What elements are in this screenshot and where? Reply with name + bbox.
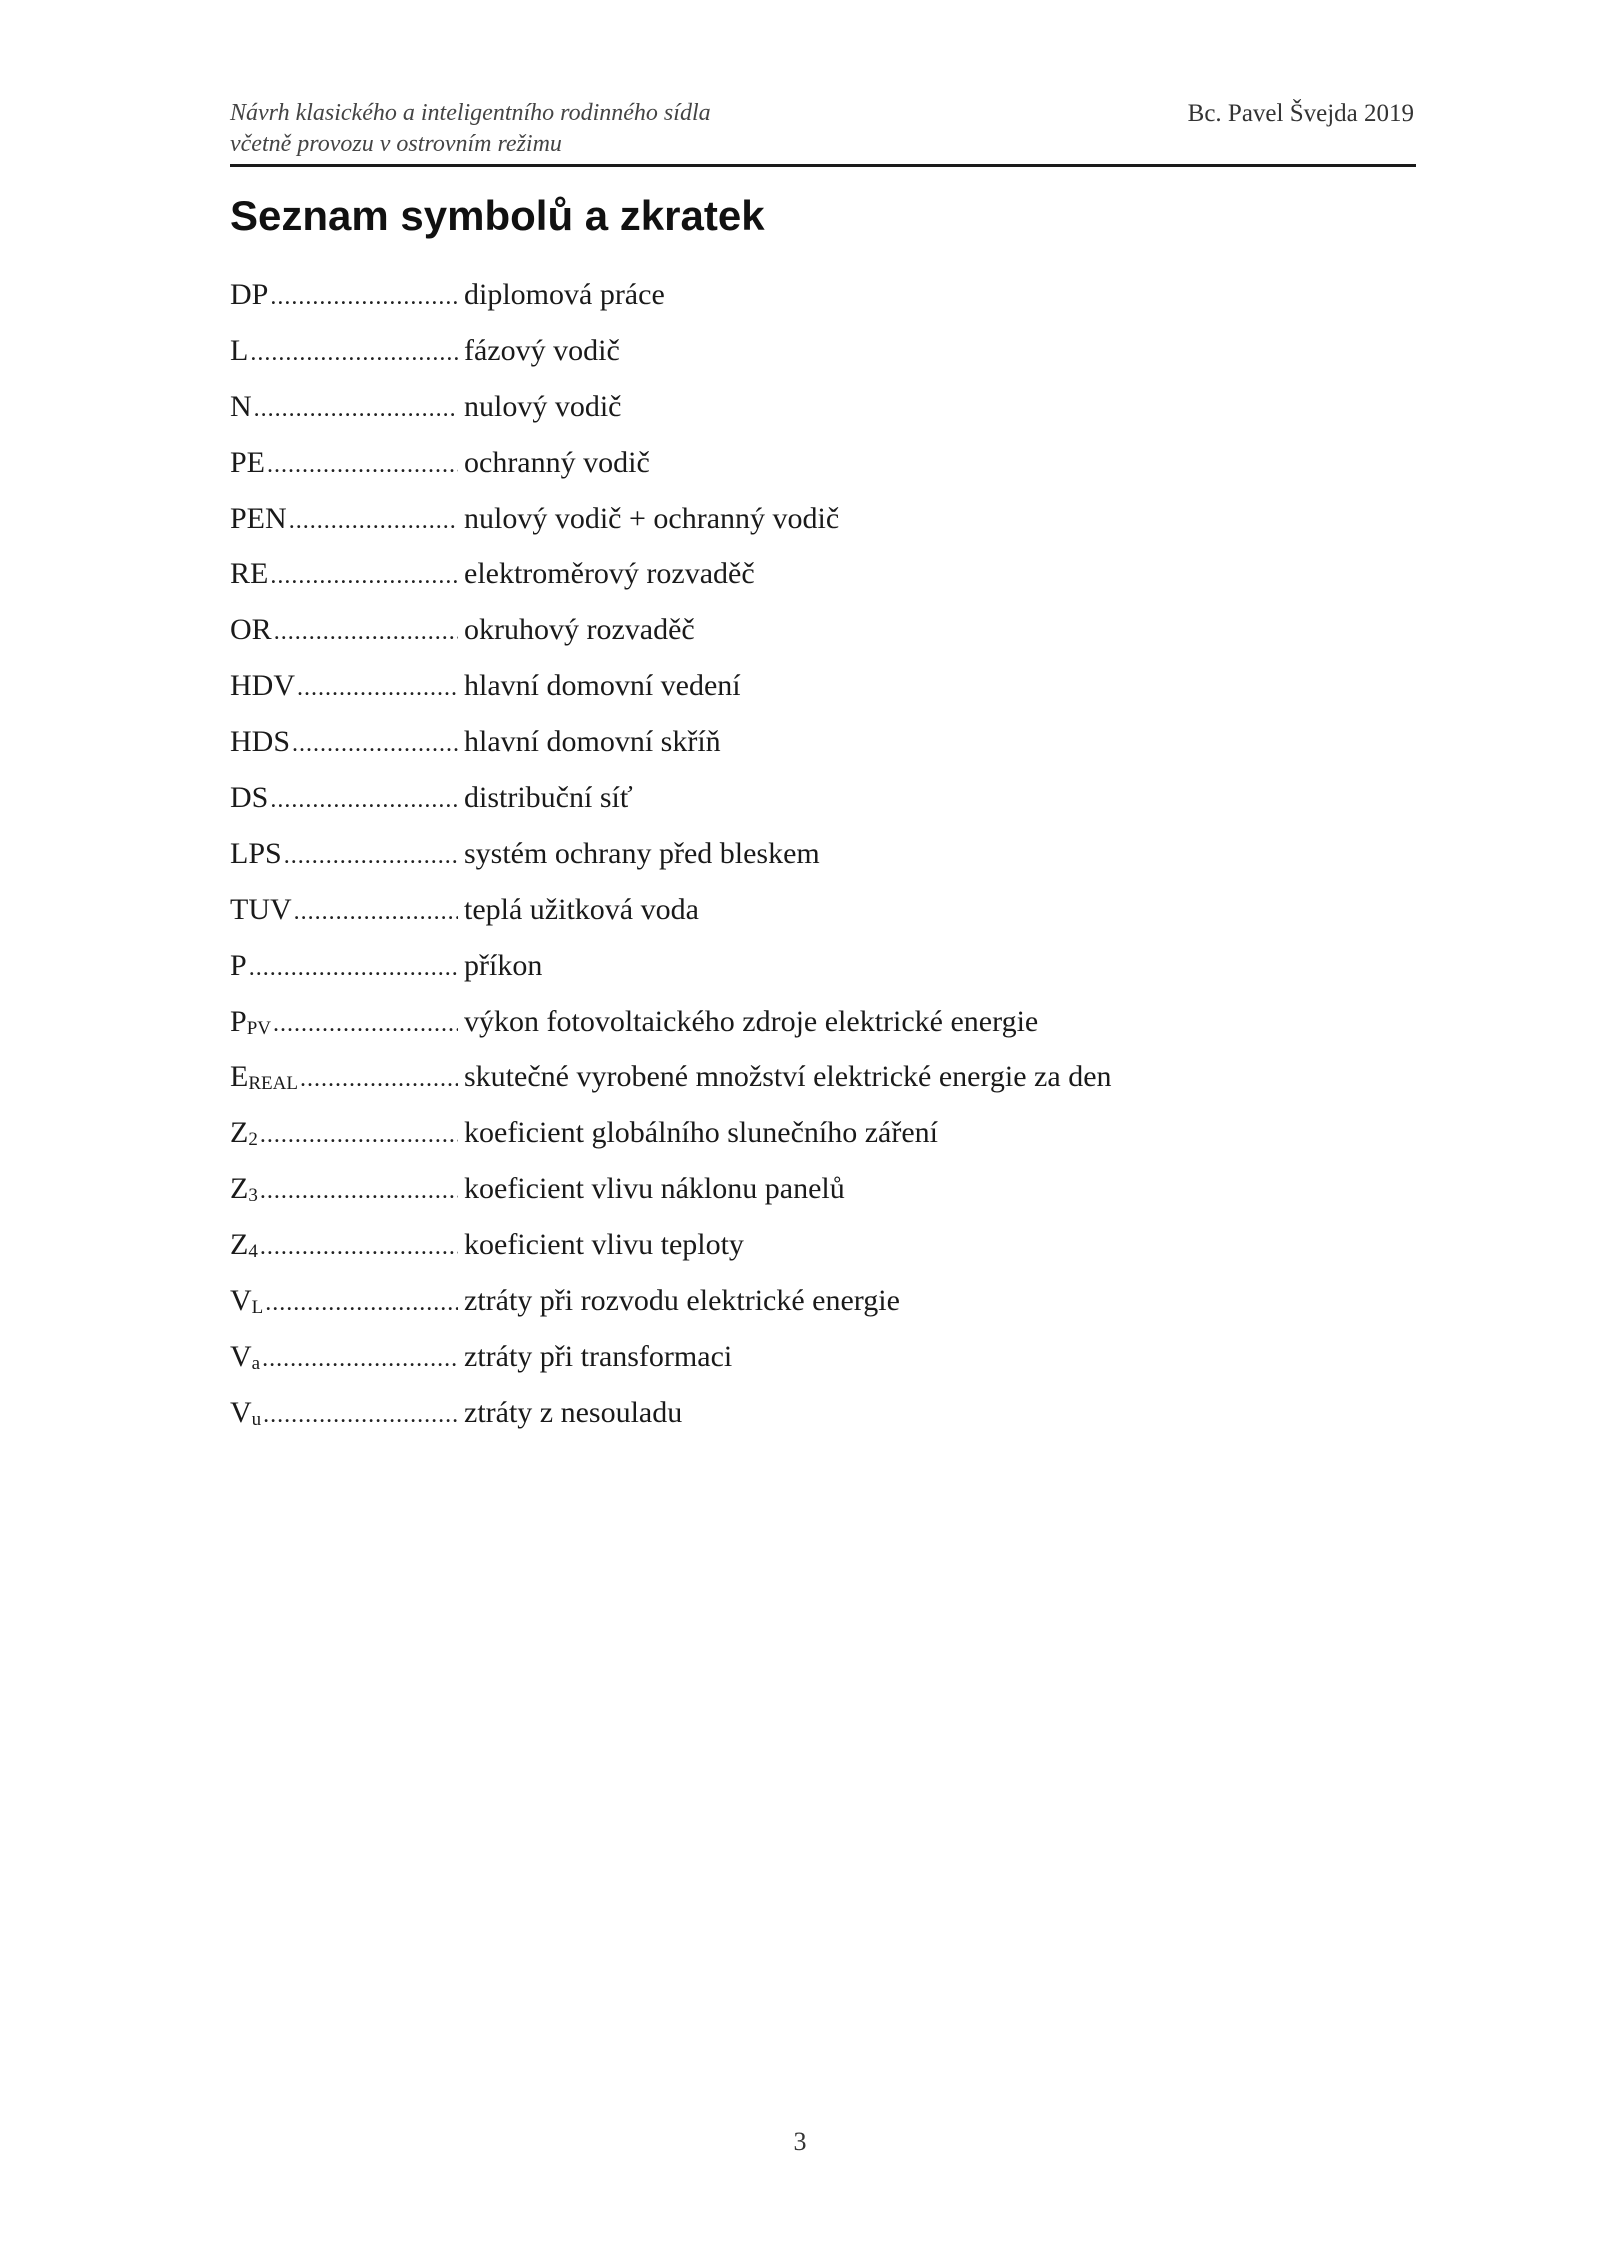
symbol-term [230, 834, 458, 876]
symbol-term [230, 1169, 458, 1211]
symbol-meaning: hlavní domovní vedení [464, 669, 741, 703]
symbol-abbreviation-base: OR [230, 613, 272, 647]
symbol-abbreviation-base: P [230, 948, 247, 982]
list-item [230, 1281, 1230, 1337]
symbol-meaning: koeficient globálního slunečního záření [464, 1116, 939, 1150]
symbol-term [230, 666, 458, 708]
dot-leader [265, 445, 458, 485]
symbol-abbreviation [230, 275, 268, 315]
list-item [230, 443, 1230, 499]
list-item [230, 946, 1230, 1002]
list-item [230, 1337, 1230, 1393]
symbol-abbreviation-base: PE [230, 445, 266, 479]
symbol-subscript: REAL [248, 1073, 298, 1095]
symbol-abbreviation-base: P [230, 1004, 247, 1038]
list-item [230, 1225, 1230, 1281]
list-item [230, 610, 1230, 666]
dot-leader [258, 1115, 458, 1155]
list-item [230, 275, 1230, 331]
symbol-meaning: diplomová práce [464, 278, 665, 311]
symbol-abbreviation-base: Z [230, 1228, 249, 1262]
list-item [230, 1393, 1230, 1449]
symbol-term [230, 946, 458, 988]
symbol-term [230, 443, 458, 485]
author-year: Bc. Pavel Švejda 2019 [1187, 100, 1414, 127]
list-item [230, 834, 1230, 890]
list-item [230, 722, 1230, 778]
symbol-meaning: výkon fotovoltaického zdroje elektrické energie [464, 1004, 1039, 1038]
symbol-abbreviation [230, 1002, 271, 1042]
dot-leader [292, 892, 458, 932]
list-item [230, 1113, 1230, 1169]
list-item [230, 890, 1230, 946]
symbol-term [230, 1337, 458, 1379]
symbol-list [230, 275, 1230, 1449]
symbol-abbreviation [230, 1393, 261, 1433]
symbol-abbreviation [230, 1113, 258, 1153]
symbol-abbreviation [230, 778, 268, 818]
dot-leader [258, 1171, 458, 1211]
symbol-meaning: hlavní domovní skříň [464, 725, 721, 759]
symbol-abbreviation-base: Z [230, 1172, 249, 1206]
symbol-term [230, 1281, 458, 1323]
symbol-meaning: nulový vodič [464, 389, 622, 423]
symbol-term [230, 1057, 458, 1099]
symbol-subscript: L [251, 1296, 264, 1318]
symbol-abbreviation [230, 834, 282, 874]
symbol-meaning: příkon [464, 948, 543, 982]
dot-leader [258, 1227, 458, 1267]
dot-leader [268, 556, 458, 596]
symbol-abbreviation [230, 1337, 260, 1377]
dot-leader [260, 1339, 458, 1379]
symbol-abbreviation-base: E [230, 1060, 249, 1094]
symbol-subscript: 2 [248, 1129, 258, 1151]
symbol-abbreviation-base: HDV [230, 669, 295, 703]
symbol-term [230, 331, 458, 373]
symbol-abbreviation [230, 1281, 263, 1321]
symbol-abbreviation-base: N [230, 389, 252, 423]
symbol-abbreviation [230, 443, 265, 483]
symbol-abbreviation [230, 666, 295, 706]
dot-leader [268, 780, 458, 820]
list-item [230, 554, 1230, 610]
symbol-abbreviation [230, 554, 268, 594]
list-item [230, 387, 1230, 443]
symbol-term [230, 890, 458, 932]
list-item [230, 666, 1230, 722]
dot-leader [271, 1004, 458, 1044]
symbol-abbreviation [230, 890, 292, 930]
symbol-abbreviation-base: V [230, 1284, 252, 1318]
symbol-abbreviation [230, 946, 247, 986]
list-item [230, 778, 1230, 834]
symbol-subscript: PV [246, 1017, 271, 1039]
symbol-abbreviation-base: L [230, 333, 249, 367]
dot-leader [290, 724, 458, 764]
symbol-meaning: ochranný vodič [464, 445, 650, 479]
dot-leader [295, 668, 458, 708]
symbol-abbreviation-base: DP [230, 278, 269, 311]
symbol-abbreviation [230, 331, 248, 371]
symbol-abbreviation-base: DS [230, 781, 269, 815]
symbol-abbreviation-base: RE [230, 557, 269, 591]
dot-leader [282, 836, 458, 876]
symbol-meaning: nulový vodič + ochranný vodič [464, 501, 840, 535]
symbol-term [230, 1002, 458, 1044]
dot-leader [287, 501, 458, 541]
symbol-meaning: teplá užitková voda [464, 892, 699, 926]
symbol-meaning: fázový vodič [464, 333, 620, 367]
symbol-meaning: distribuční síť [464, 781, 633, 815]
document-title-line-1: Návrh klasického a inteligentního rodinného sídla [230, 100, 711, 126]
symbol-meaning: koeficient vlivu teploty [464, 1228, 744, 1262]
document-title-line-2: včetně provozu v ostrovním režimu [230, 131, 562, 157]
dot-leader [261, 1395, 458, 1435]
dot-leader [298, 1059, 458, 1099]
symbol-meaning: skutečné vyrobené množství elektrické energie za den [464, 1060, 1112, 1094]
symbol-abbreviation [230, 387, 252, 427]
symbol-term [230, 610, 458, 652]
document-title [230, 98, 711, 160]
symbol-abbreviation [230, 610, 272, 650]
symbol-subscript: u [251, 1408, 262, 1430]
symbol-abbreviation-base: V [230, 1339, 252, 1373]
symbol-abbreviation-base: HDS [230, 725, 291, 759]
dot-leader [248, 333, 458, 373]
symbol-subscript: a [251, 1352, 261, 1374]
symbol-meaning: ztráty při transformaci [464, 1339, 733, 1373]
symbol-meaning: koeficient vlivu náklonu panelů [464, 1172, 845, 1206]
symbol-abbreviation [230, 1057, 298, 1097]
symbol-subscript: 3 [248, 1185, 258, 1207]
symbol-term [230, 1225, 458, 1267]
symbol-term [230, 1113, 458, 1155]
symbol-term [230, 554, 458, 596]
list-item [230, 1169, 1230, 1225]
dot-leader [268, 277, 458, 317]
symbol-meaning: systém ochrany před bleskem [464, 836, 820, 870]
symbol-abbreviation-base: PEN [230, 501, 287, 535]
symbol-term [230, 387, 458, 429]
symbol-term [230, 778, 458, 820]
symbol-subscript: 4 [248, 1240, 258, 1262]
list-item [230, 499, 1230, 555]
symbol-term [230, 722, 458, 764]
symbol-abbreviation-base: LPS [230, 836, 282, 870]
symbol-term [230, 499, 458, 541]
symbol-meaning: ztráty z nesouladu [464, 1395, 683, 1429]
dot-leader [272, 612, 458, 652]
symbol-meaning: elektroměrový rozvaděč [464, 557, 755, 591]
page-number: 3 [793, 2127, 807, 2156]
symbol-abbreviation [230, 1169, 258, 1209]
list-item [230, 1057, 1230, 1113]
symbol-term [230, 275, 458, 317]
section-title: Seznam symbolů a zkratek [230, 192, 765, 239]
symbol-abbreviation-base: Z [230, 1116, 249, 1150]
symbol-abbreviation [230, 1225, 258, 1265]
symbol-meaning: ztráty při rozvodu elektrické energie [464, 1284, 900, 1318]
symbol-abbreviation [230, 499, 287, 539]
list-item [230, 1002, 1230, 1058]
symbol-meaning: okruhový rozvaděč [464, 613, 695, 647]
dot-leader [247, 948, 458, 988]
dot-leader [252, 389, 458, 429]
symbol-abbreviation-base: TUV [230, 892, 292, 926]
dot-leader [263, 1283, 458, 1323]
symbol-abbreviation-base: V [230, 1395, 252, 1429]
page-header [230, 98, 1416, 167]
list-item [230, 331, 1230, 387]
symbol-abbreviation [230, 722, 290, 762]
symbol-term [230, 1393, 458, 1435]
